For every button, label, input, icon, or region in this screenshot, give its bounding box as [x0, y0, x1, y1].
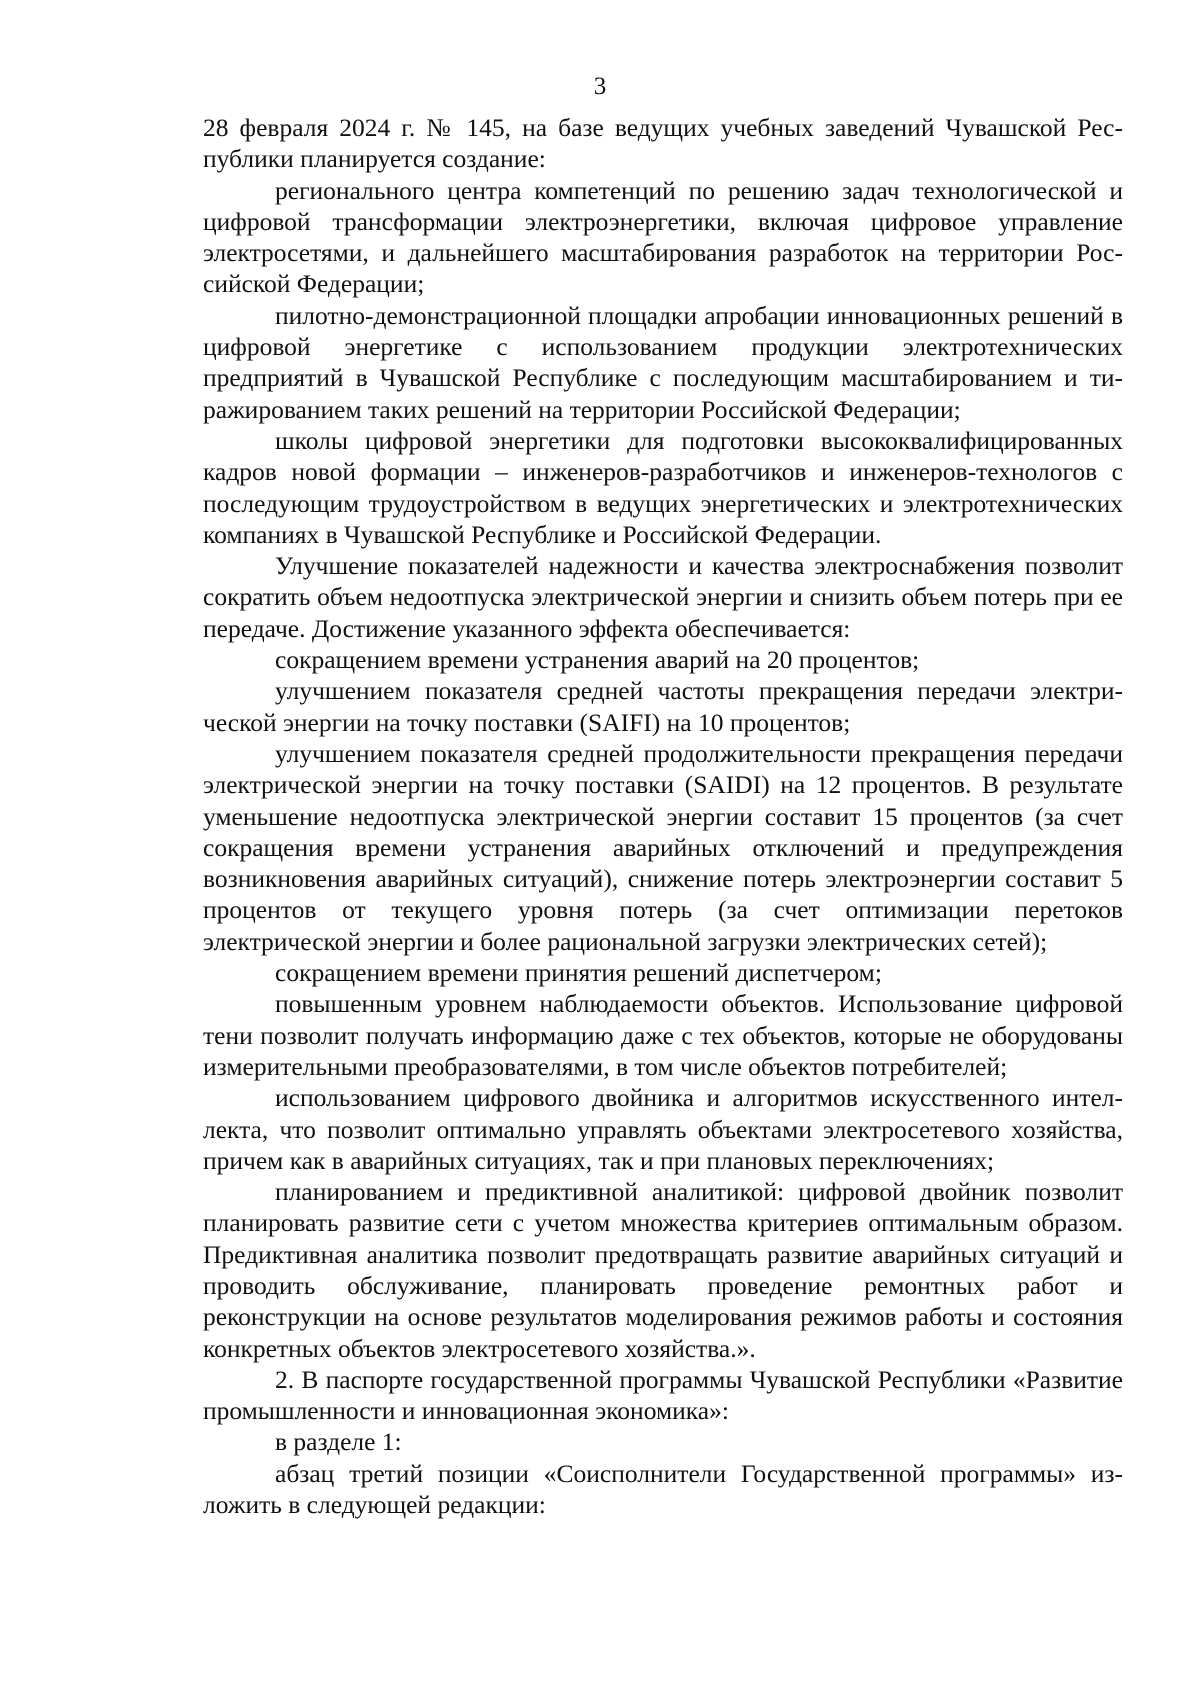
paragraph-competence-center: регионального центра компетенций по решению задач технологической и цифровой трансформации электроэнергетики, включая цифровое управление электросетями, и дальнейшего масштабирования разработок на территории Российской Федерации;: [203, 175, 1123, 299]
paragraph-accident-time: сокращением времени устранения аварий на 20 процентов;: [275, 645, 920, 675]
paragraph-saifi: улучшением показателя средней частоты прекращения передачи электрической энергии на точку поставки (SAIFI) на 10 процентов;: [203, 676, 1123, 737]
paragraph-pilot-platform: пилотно-демонстрационной площадки апробации инновационных решений в цифровой энергетике с использованием продукции электротехнических предприятий в Чувашской Республике с последующим масштабированием и тиражированием таких решений на территории Российской Федерации;: [203, 300, 1123, 424]
paragraph-predictive-analytics: планированием и предиктивной аналитикой: цифровой двойник позволит планировать развитие сети с учетом множества критериев оптимальным образом. Предиктивная аналитика позволит предотвращать развитие аварийных ситуаций и проводить обслуживание, планировать проведение ремонтных работ и реконструкции на основе результатов моделирования режимов работы и состояния конкретных объектов электросетевого хозяйства.».: [203, 1177, 1123, 1363]
paragraph-continuation: 28 февраля 2024 г. № 145, на базе ведущих учебных заведений Чувашской Республики планируется создание:: [203, 113, 1123, 174]
document-body: [203, 112, 1123, 1520]
paragraph-observability: повышенным уровнем наблюдаемости объектов. Использование цифровой тени позволит получать информацию даже с тех объектов, которые не оборудованы измерительными преобразователями, в том числе объектов потребителей;: [203, 989, 1123, 1081]
paragraph-saidi: улучшением показателя средней продолжительности прекращения передачи электрической энергии на точку поставки (SAIDI) на 12 процентов. В результате уменьшение недоотпуска электрической энергии составит 15 процентов (за счет сокращения времени устранения аварийных отключений и предупреждения возникновения аварийных ситуаций), снижение потерь электроэнергии составит 5 процентов от текущего уровня потерь (за счет оптимизации перетоков электрической энергии и более рациональной загрузки электрических сетей);: [203, 738, 1123, 956]
paragraph-energy-school: школы цифровой энергетики для подготовки высококвалифицированных кадров новой формации – инженеров-разработчиков и инженеров-технологов с последующим трудоустройством в ведущих энергетических и электротехнических компаниях в Чувашской Республике и Российской Федерации.: [203, 425, 1123, 549]
paragraph-co-executors: абзац третий позиции «Соисполнители Государственной программы» изложить в следующей редакции:: [203, 1458, 1123, 1520]
paragraph-section-1: в разделе 1:: [275, 1427, 402, 1457]
paragraph-digital-twin: использованием цифрового двойника и алгоритмов искусственного интеллекта, что позволит оптимально управлять объектами электросетевого хозяйства, причем как в аварийных ситуациях, так и при плановых переключениях;: [203, 1083, 1123, 1175]
page-number: 3: [593, 73, 607, 100]
paragraph-dispatcher: сокращением времени принятия решений диспетчером;: [275, 958, 882, 988]
paragraph-reliability: Улучшение показателей надежности и качества электроснабжения позволит сократить объем недоотпуска электрической энергии и снизить объем потерь при ее передаче. Достижение указанного эффекта обеспечивается:: [203, 551, 1123, 643]
paragraph-program-passport: 2. В паспорте государственной программы Чувашской Республики «Развитие промышленности и инновационная экономика»:: [203, 1364, 1123, 1426]
